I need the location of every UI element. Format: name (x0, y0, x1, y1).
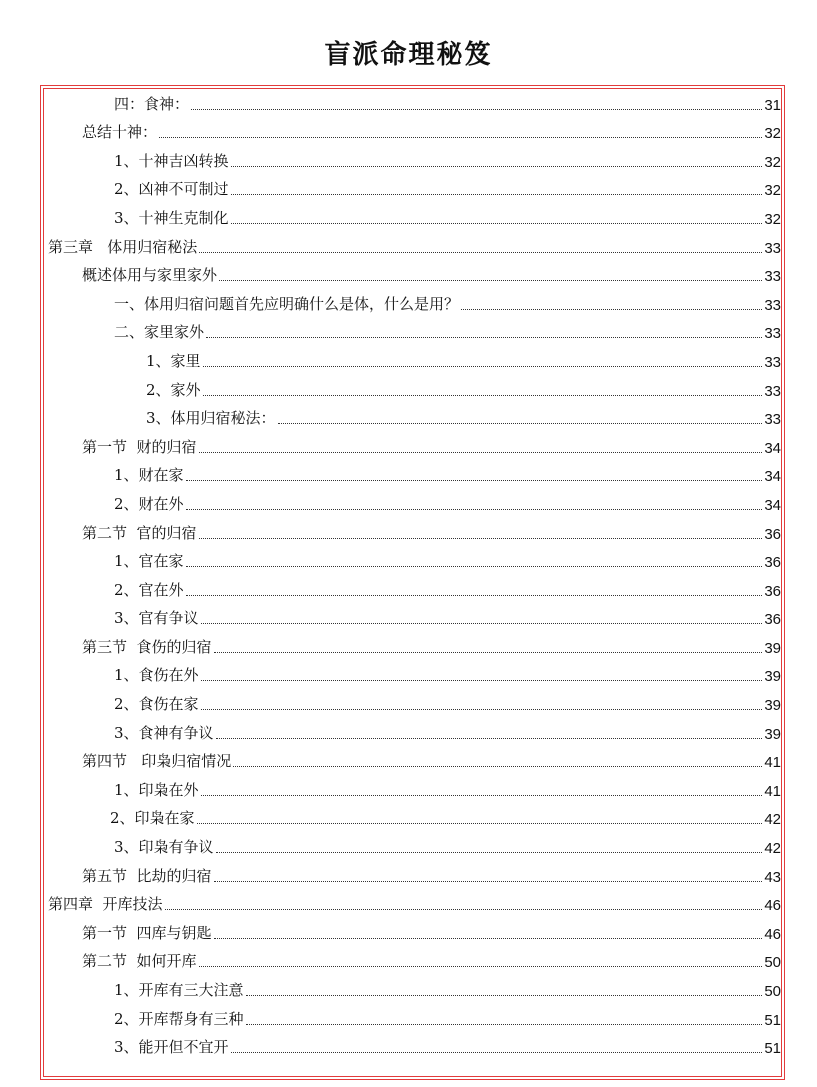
toc-entry-label: 第二节 官的归宿 (82, 523, 197, 542)
toc-entry[interactable] (48, 488, 781, 517)
toc-entry-page: 34 (764, 468, 781, 486)
toc-entry-label: 第四节 印枭归宿情况 (82, 752, 232, 771)
toc-entry-label: 第一节 财的归宿 (82, 437, 197, 456)
toc-entry[interactable] (48, 688, 781, 717)
toc-entry[interactable] (48, 403, 781, 432)
toc-entry[interactable] (48, 603, 781, 632)
toc-entry-page: 32 (764, 153, 781, 171)
toc-entry-page: 34 (764, 496, 781, 514)
toc-leader-dots (165, 909, 763, 910)
toc-entry[interactable] (48, 174, 781, 203)
toc-leader-dots (461, 309, 762, 310)
toc-entry-page: 43 (764, 868, 781, 886)
toc-entry-page: 33 (764, 411, 781, 429)
toc-entry-label: 一、体用归宿问题首先应明确什么是体，什么是用？ (114, 294, 460, 313)
toc-entry[interactable] (48, 1003, 781, 1032)
toc-leader-dots (278, 423, 763, 424)
toc-entry[interactable] (48, 717, 781, 746)
toc-entry-page: 34 (764, 439, 781, 457)
toc-entry-page: 32 (764, 125, 781, 143)
toc-entry[interactable] (48, 1032, 781, 1061)
toc-leader-dots (246, 995, 763, 996)
toc-entry-label: 1、食伤在外 (114, 666, 199, 685)
toc-leader-dots (231, 1052, 763, 1053)
toc-entry-label: 第三节 食伤的归宿 (82, 637, 212, 656)
toc-leader-dots (199, 252, 762, 253)
toc-entry-label: 3、能开但不宜开 (114, 1038, 229, 1057)
toc-entry-page: 33 (764, 296, 781, 314)
toc-entry-page: 50 (764, 983, 781, 1000)
toc-entry[interactable] (48, 117, 781, 146)
toc-leader-dots (233, 766, 762, 767)
toc-entry-label: 2、财在外 (114, 494, 184, 513)
toc-entry-label: 2、食伤在家 (114, 695, 199, 714)
toc-entry-page: 42 (764, 811, 781, 829)
toc-entry-page: 33 (764, 382, 781, 400)
toc-entry[interactable] (48, 460, 781, 489)
toc-entry-page: 39 (764, 725, 781, 743)
toc-entry[interactable] (48, 517, 781, 546)
toc-leader-dots (203, 395, 763, 396)
toc-entry-page: 50 (764, 954, 781, 972)
toc-entry-label: 1、开库有三大注意 (114, 981, 244, 999)
toc-entry-label: 2、印枭在家 (110, 809, 195, 828)
toc-leader-dots (219, 280, 762, 281)
toc-entry-page: 33 (764, 353, 781, 371)
toc-entry-label: 1、财在家 (114, 466, 184, 485)
toc-entry-label: 2、家外 (146, 380, 201, 399)
toc-entry[interactable] (48, 260, 781, 289)
toc-entry-page: 51 (764, 1011, 781, 1029)
toc-entry[interactable] (48, 202, 781, 231)
toc-leader-dots (246, 1024, 763, 1025)
toc-entry-label: 1、印枭在外 (114, 780, 199, 799)
toc-entry[interactable] (48, 231, 781, 260)
toc-entry[interactable] (48, 974, 781, 1003)
toc-entry-label: 2、凶神不可制过 (114, 180, 229, 199)
toc-entry-label: 四：食神： (114, 94, 190, 113)
toc-entry[interactable] (48, 860, 781, 889)
toc-entry-label: 3、食神有争议 (114, 723, 214, 742)
toc-entry-page: 32 (764, 210, 781, 228)
toc-entry-page: 36 (764, 582, 781, 600)
toc-leader-dots (206, 337, 762, 338)
toc-leader-dots (186, 566, 763, 567)
toc-leader-dots (214, 938, 763, 939)
toc-entry-page: 51 (764, 1040, 781, 1058)
toc-entry[interactable] (48, 631, 781, 660)
toc-leader-dots (201, 709, 763, 710)
toc-leader-dots (216, 738, 763, 739)
toc-entry[interactable] (48, 660, 781, 689)
toc-entry[interactable] (48, 946, 781, 975)
toc-entry-label: 第二节 如何开库 (82, 952, 197, 971)
toc-entry[interactable] (48, 889, 781, 918)
toc-entry-label: 1、十神吉凶转换 (114, 151, 229, 170)
toc-entry[interactable] (48, 374, 781, 403)
toc-entry-page: 46 (764, 925, 781, 943)
toc-entry-label: 总结十神： (82, 123, 158, 142)
toc-leader-dots (186, 480, 763, 481)
toc-entry-label: 1、官在家 (114, 552, 184, 571)
toc-entry[interactable] (48, 917, 781, 946)
toc-entry-label: 1、家里 (146, 351, 201, 370)
toc-entry-page: 32 (764, 182, 781, 200)
toc-entry-page: 31 (764, 96, 781, 114)
toc-entry-label: 3、体用归宿秘法： (146, 409, 276, 428)
toc-leader-dots (201, 623, 763, 624)
toc-leader-dots (214, 652, 763, 653)
toc-leader-dots (201, 795, 763, 796)
toc-leader-dots (203, 366, 763, 367)
toc-leader-dots (214, 881, 763, 882)
toc-leader-dots (201, 680, 763, 681)
toc-leader-dots (199, 452, 763, 453)
toc-entry[interactable] (48, 317, 781, 346)
toc-entry[interactable] (48, 546, 781, 575)
toc-entry-label: 2、开库帮身有三种 (114, 1009, 244, 1028)
toc-entry-page: 41 (764, 754, 781, 772)
toc-leader-dots (231, 166, 763, 167)
toc-entry-label: 第四章 开库技法 (48, 895, 163, 914)
toc-entry-page: 33 (764, 268, 781, 286)
toc-leader-dots (186, 509, 763, 510)
toc-entry-page: 41 (764, 782, 781, 800)
toc-entry-page: 36 (764, 525, 781, 543)
toc-leader-dots (199, 538, 763, 539)
table-of-contents (48, 88, 781, 1060)
toc-entry-label: 3、印枭有争议 (114, 838, 214, 857)
toc-entry-label: 第三章 体用归宿秘法 (48, 237, 198, 256)
toc-leader-dots (199, 966, 763, 967)
toc-leader-dots (191, 109, 762, 110)
toc-entry-label: 概述体用与家里家外 (82, 266, 218, 285)
toc-entry-page: 39 (764, 668, 781, 686)
toc-leader-dots (216, 852, 763, 853)
toc-entry-page: 33 (764, 325, 781, 343)
toc-entry-page: 42 (764, 840, 781, 858)
toc-entry[interactable] (48, 746, 781, 775)
toc-entry[interactable] (48, 831, 781, 860)
toc-entry-label: 2、官在外 (114, 580, 184, 599)
toc-entry-page: 36 (764, 554, 781, 572)
toc-leader-dots (197, 823, 763, 824)
toc-entry-label: 3、十神生克制化 (114, 208, 229, 227)
toc-entry[interactable] (48, 574, 781, 603)
toc-entry-label: 第一节 四库与钥匙 (82, 923, 212, 942)
toc-entry-label: 第五节 比劫的归宿 (82, 866, 212, 885)
toc-entry[interactable] (48, 803, 781, 832)
toc-entry-page: 36 (764, 611, 781, 629)
toc-entry[interactable] (48, 774, 781, 803)
toc-entry-page: 39 (764, 639, 781, 657)
toc-leader-dots (186, 595, 763, 596)
toc-entry-label: 3、官有争议 (114, 609, 199, 628)
toc-entry-label: 二、家里家外 (114, 323, 205, 342)
toc-entry[interactable] (48, 288, 781, 317)
document-title: 盲派命理秘笈 (324, 40, 493, 70)
toc-entry-page: 46 (764, 897, 781, 915)
toc-leader-dots (159, 137, 762, 138)
toc-entry[interactable] (48, 345, 781, 374)
toc-entry[interactable] (48, 145, 781, 174)
toc-leader-dots (231, 194, 763, 195)
toc-entry-page: 39 (764, 697, 781, 715)
toc-entry-page: 33 (764, 239, 781, 257)
toc-leader-dots (231, 223, 763, 224)
toc-entry[interactable] (48, 431, 781, 460)
toc-entry[interactable] (48, 88, 781, 117)
